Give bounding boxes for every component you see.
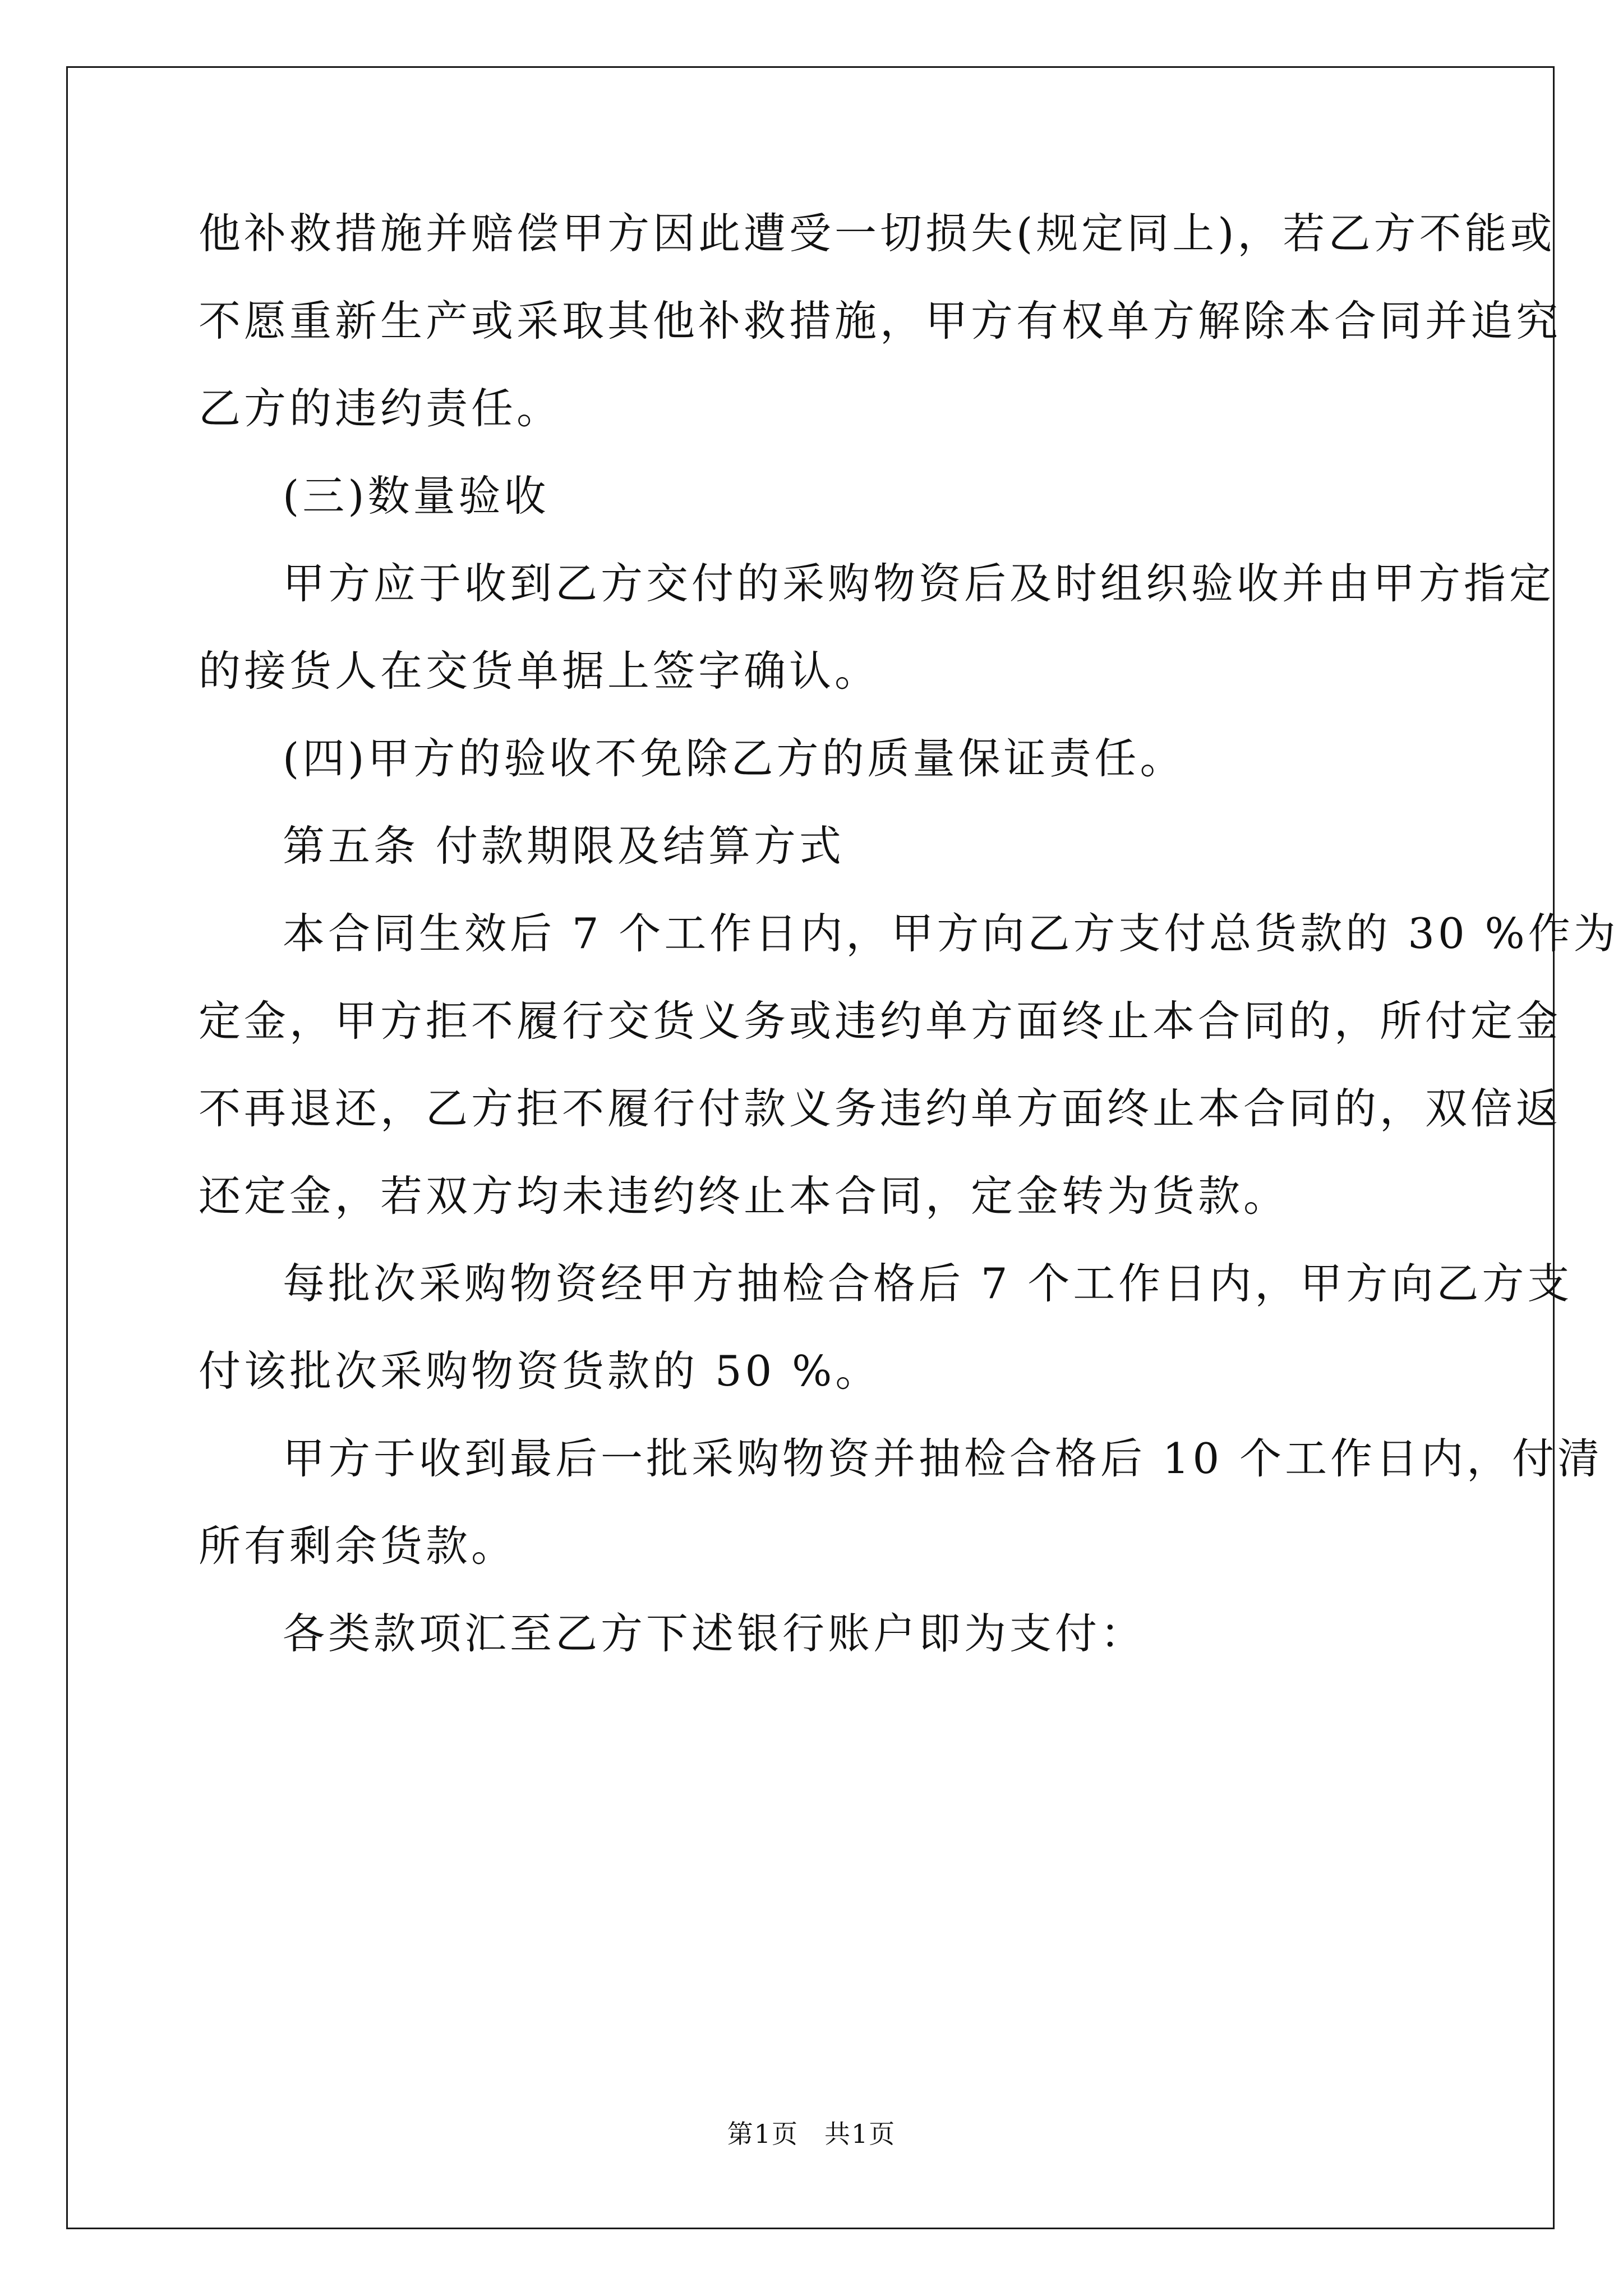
section-heading: (三)数量验收 bbox=[283, 471, 550, 521]
text-line: 他补救措施并赔偿甲方因此遭受一切损失(规定同上)，若乙方不能或 bbox=[199, 209, 1556, 258]
document-body bbox=[199, 190, 1619, 1677]
page-number-current: 第1页 bbox=[727, 2119, 799, 2149]
text-line: 定金，甲方拒不履行交货义务或违约单方面终止本合同的，所付定金 bbox=[199, 996, 1562, 1046]
text-line: 甲方应于收到乙方交付的采购物资后及时组织验收并由甲方指定 bbox=[283, 559, 1555, 608]
paragraph-lines bbox=[199, 190, 1619, 1677]
text-line: (四)甲方的验收不免除乙方的质量保证责任。 bbox=[283, 734, 1186, 783]
text-line: 的接货人在交货单据上签字确认。 bbox=[199, 646, 880, 696]
text-line: 付该批次采购物资货款的 50 %。 bbox=[199, 1346, 881, 1396]
text-line: 所有剩余货款。 bbox=[199, 1521, 517, 1571]
text-line: 乙方的违约责任。 bbox=[199, 384, 562, 433]
text-line: 不愿重新生产或采取其他补救措施，甲方有权单方解除本合同并追究 bbox=[199, 296, 1562, 346]
text-line: 本合同生效后 7 个工作日内，甲方向乙方支付总货款的 30 %作为 bbox=[283, 909, 1619, 958]
article-heading: 第五条 付款期限及结算方式 bbox=[283, 821, 845, 871]
text-line: 甲方于收到最后一批采购物资并抽检合格后 10 个工作日内，付清 bbox=[283, 1434, 1603, 1483]
text-line: 还定金，若双方均未违约终止本合同，定金转为货款。 bbox=[199, 1171, 1289, 1221]
page-footer bbox=[0, 2114, 1623, 2151]
page-number-total: 共1页 bbox=[824, 2119, 896, 2149]
text-line: 不再退还，乙方拒不履行付款义务违约单方面终止本合同的，双倍返 bbox=[199, 1084, 1562, 1133]
text-line: 各类款项汇至乙方下述银行账户即为支付： bbox=[283, 1609, 1146, 1658]
text-line: 每批次采购物资经甲方抽检合格后 7 个工作日内，甲方向乙方支 bbox=[283, 1259, 1573, 1308]
